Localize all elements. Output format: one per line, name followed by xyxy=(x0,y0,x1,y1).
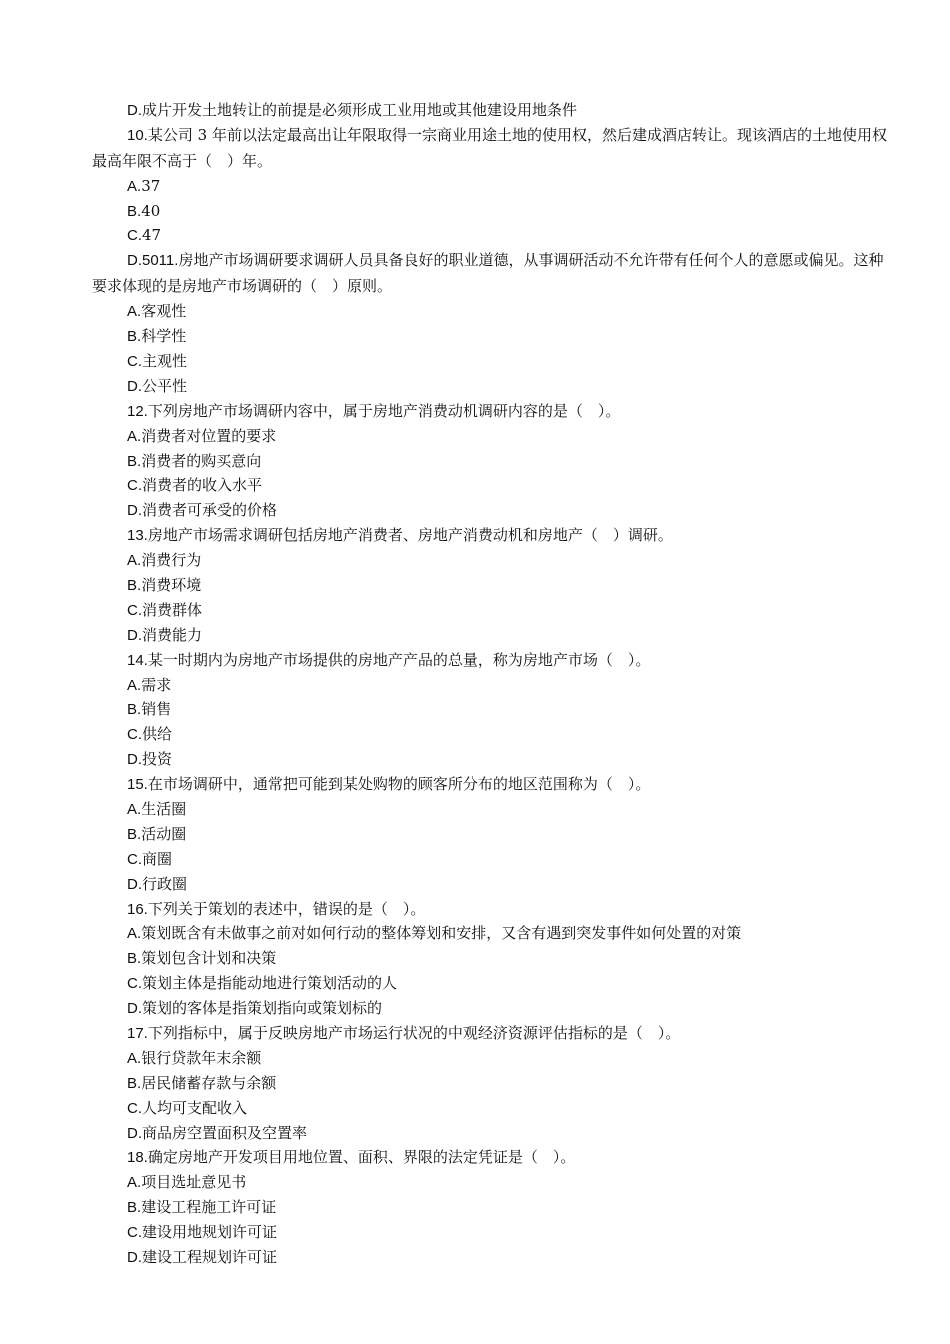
option-line: B.消费者的购买意向 xyxy=(127,451,262,470)
option-line: C.供给 xyxy=(127,725,173,744)
question-14: 14.某一时期内为房地产市场提供的房地产产品的总量，称为房地产市场（ ）。 xyxy=(127,650,651,669)
option-line: D.成片开发土地转让的前提是必须形成工业用地或其他建设用地条件 xyxy=(127,101,578,119)
option-line: D.策划的客体是指策划指向或策划标的 xyxy=(127,999,383,1018)
question-18: 18.确定房地产开发项目用地位置、面积、界限的法定凭证是（ ）。 xyxy=(127,1148,576,1167)
question-12: 12.下列房地产市场调研内容中，属于房地产消费动机调研内容的是（ ）。 xyxy=(127,401,621,420)
question-16: 16.下列关于策划的表述中，错误的是（ ）。 xyxy=(127,899,426,918)
question-11: D.5011.房地产市场调研要求调研人员具备良好的职业道德，从事调研活动不允许带有任何个人的意愿或偏见。这种要求体现的是房地产市场调研的（ ）原则。 xyxy=(92,251,884,296)
option-line: A.需求 xyxy=(127,675,172,694)
option-line: B.居民储蓄存款与余额 xyxy=(127,1073,277,1092)
option-line: B.策划包含计划和决策 xyxy=(127,949,277,968)
option-line: A.生活圈 xyxy=(127,800,187,818)
option-line: D.投资 xyxy=(127,750,173,769)
option-line: A.消费者对位置的要求 xyxy=(127,426,277,445)
option-line: C.主观性 xyxy=(127,351,188,370)
option-line: C.建设用地规划许可证 xyxy=(127,1223,278,1242)
option-line: C.商圈 xyxy=(127,849,173,868)
option-line: B.活动圈 xyxy=(127,824,187,843)
option-line: C.策划主体是指能动地进行策划活动的人 xyxy=(127,974,398,993)
option-line: C.47 xyxy=(127,226,162,245)
option-line: A.策划既含有未做事之前对如何行动的整体筹划和安排，又含有遇到突发事件如何处置的对策 xyxy=(127,924,742,943)
option-line: A.银行贷款年末余额 xyxy=(127,1048,262,1067)
option-line: B.建设工程施工许可证 xyxy=(127,1198,277,1217)
question-13: 13.房地产市场需求调研包括房地产消费者、房地产消费动机和房地产（ ）调研。 xyxy=(127,526,673,545)
question-10: 10.某公司 3 年前以法定最高出让年限取得一宗商业用途土地的使用权，然后建成酒店转让。现该酒店的土地使用权最高年限不高于（ ）年。 xyxy=(92,125,887,170)
option-line: D.行政圈 xyxy=(127,874,188,893)
option-line: B.销售 xyxy=(127,700,172,719)
option-line: B.科学性 xyxy=(127,327,187,346)
option-line: B.40 xyxy=(127,201,161,220)
option-line: A.消费行为 xyxy=(127,551,202,570)
option-line: A.37 xyxy=(127,176,161,195)
option-line: C.消费群体 xyxy=(127,600,203,619)
question-17: 17.下列指标中，属于反映房地产市场运行状况的中观经济资源评估指标的是（ ）。 xyxy=(127,1024,681,1043)
option-line: D.商品房空置面积及空置率 xyxy=(127,1123,308,1142)
option-line: A.客观性 xyxy=(127,302,187,321)
option-line: D.公平性 xyxy=(127,376,188,395)
option-line: A.项目选址意见书 xyxy=(127,1173,247,1192)
option-line: C.人均可支配收入 xyxy=(127,1098,248,1117)
option-line: C.消费者的收入水平 xyxy=(127,476,263,495)
option-line: D.消费能力 xyxy=(127,625,203,644)
option-line: D.建设工程规划许可证 xyxy=(127,1248,278,1267)
document-body xyxy=(92,98,892,1270)
option-line: D.消费者可承受的价格 xyxy=(127,501,278,520)
question-15: 15.在市场调研中，通常把可能到某处购物的顾客所分布的地区范围称为（ ）。 xyxy=(127,775,651,794)
option-line: B.消费环境 xyxy=(127,575,202,594)
